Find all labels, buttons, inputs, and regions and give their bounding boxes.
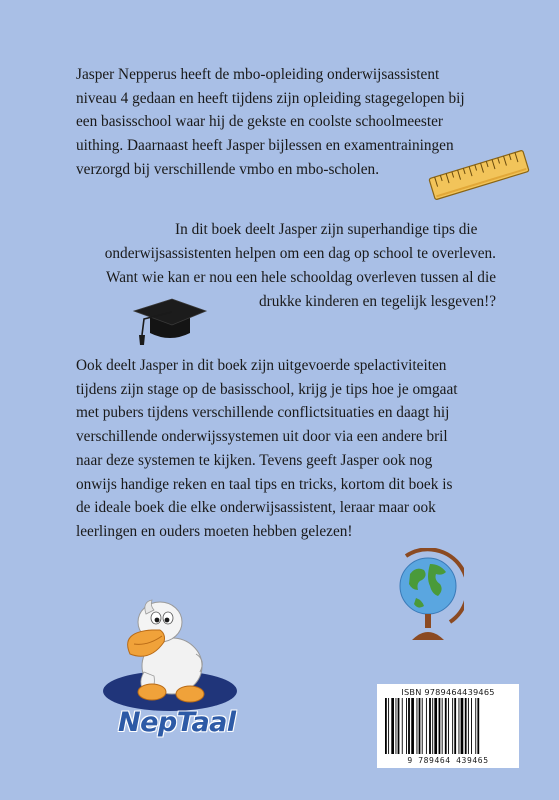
publisher-logo: NepTaal: [118, 707, 236, 738]
intro-line: verzorgd bij verschillende vmbo en mbo-scholen.: [76, 160, 380, 178]
activities-line: leerlingen en ouders moeten hebben gelezen!: [76, 522, 353, 540]
activities-line: onwijs handige reken en taal tips en tricks, kortom dit boek is: [76, 475, 453, 493]
activities-line: met pubers tijdens verschillende conflictsituaties en daagt hij: [76, 404, 450, 422]
intro-line: Jasper Nepperus heeft de mbo-opleiding onderwijsassistent: [76, 66, 440, 83]
tips-line: onderwijsassistenten helpen om een dag op school te overleven.: [104, 245, 496, 262]
isbn-barcode: [377, 684, 519, 768]
activities-line: naar deze systemen te kijken. Tevens geeft Jasper ook nog: [76, 451, 433, 469]
globe-icon: [396, 548, 464, 646]
intro-line: niveau 4 gedaan en heeft tijdens zijn opleiding stagegelopen bij: [76, 89, 465, 107]
isbn-digits: 9 789464 439465: [407, 756, 489, 765]
tips-line: drukke kinderen en tegelijk lesgeven!?: [258, 293, 496, 310]
activities-paragraph: [76, 354, 496, 544]
activities-line: tijdens zijn stage op de basisschool, krijg je tips hoe je omgaat: [76, 380, 458, 398]
pelican-mascot-icon: [100, 596, 240, 716]
tips-line: Want wie kan er nou een hele schooldag overleven tussen al die: [106, 269, 496, 286]
activities-line: de ideale boek die elke onderwijsassistent, leraar maar ook: [76, 499, 436, 517]
tips-line: In dit boek deelt Jasper zijn superhandige tips die: [175, 221, 478, 238]
intro-line: een basisschool waar hij de gekste en coolste schoolmeester: [76, 113, 444, 131]
barcode-bars: [383, 698, 513, 756]
activities-line: verschillende onderwijssystemen uit door via een andere bril: [76, 428, 448, 446]
ruler-icon: [424, 150, 534, 200]
isbn-label: ISBN 9789464439465: [401, 687, 495, 697]
graduation-cap-icon: [132, 295, 208, 349]
intro-line: uithing. Daarnaast heeft Jasper bijlessen en examentrainingen: [76, 137, 454, 155]
activities-line: Ook deelt Jasper in dit boek zijn uitgevoerde spelactiviteiten: [76, 357, 447, 374]
